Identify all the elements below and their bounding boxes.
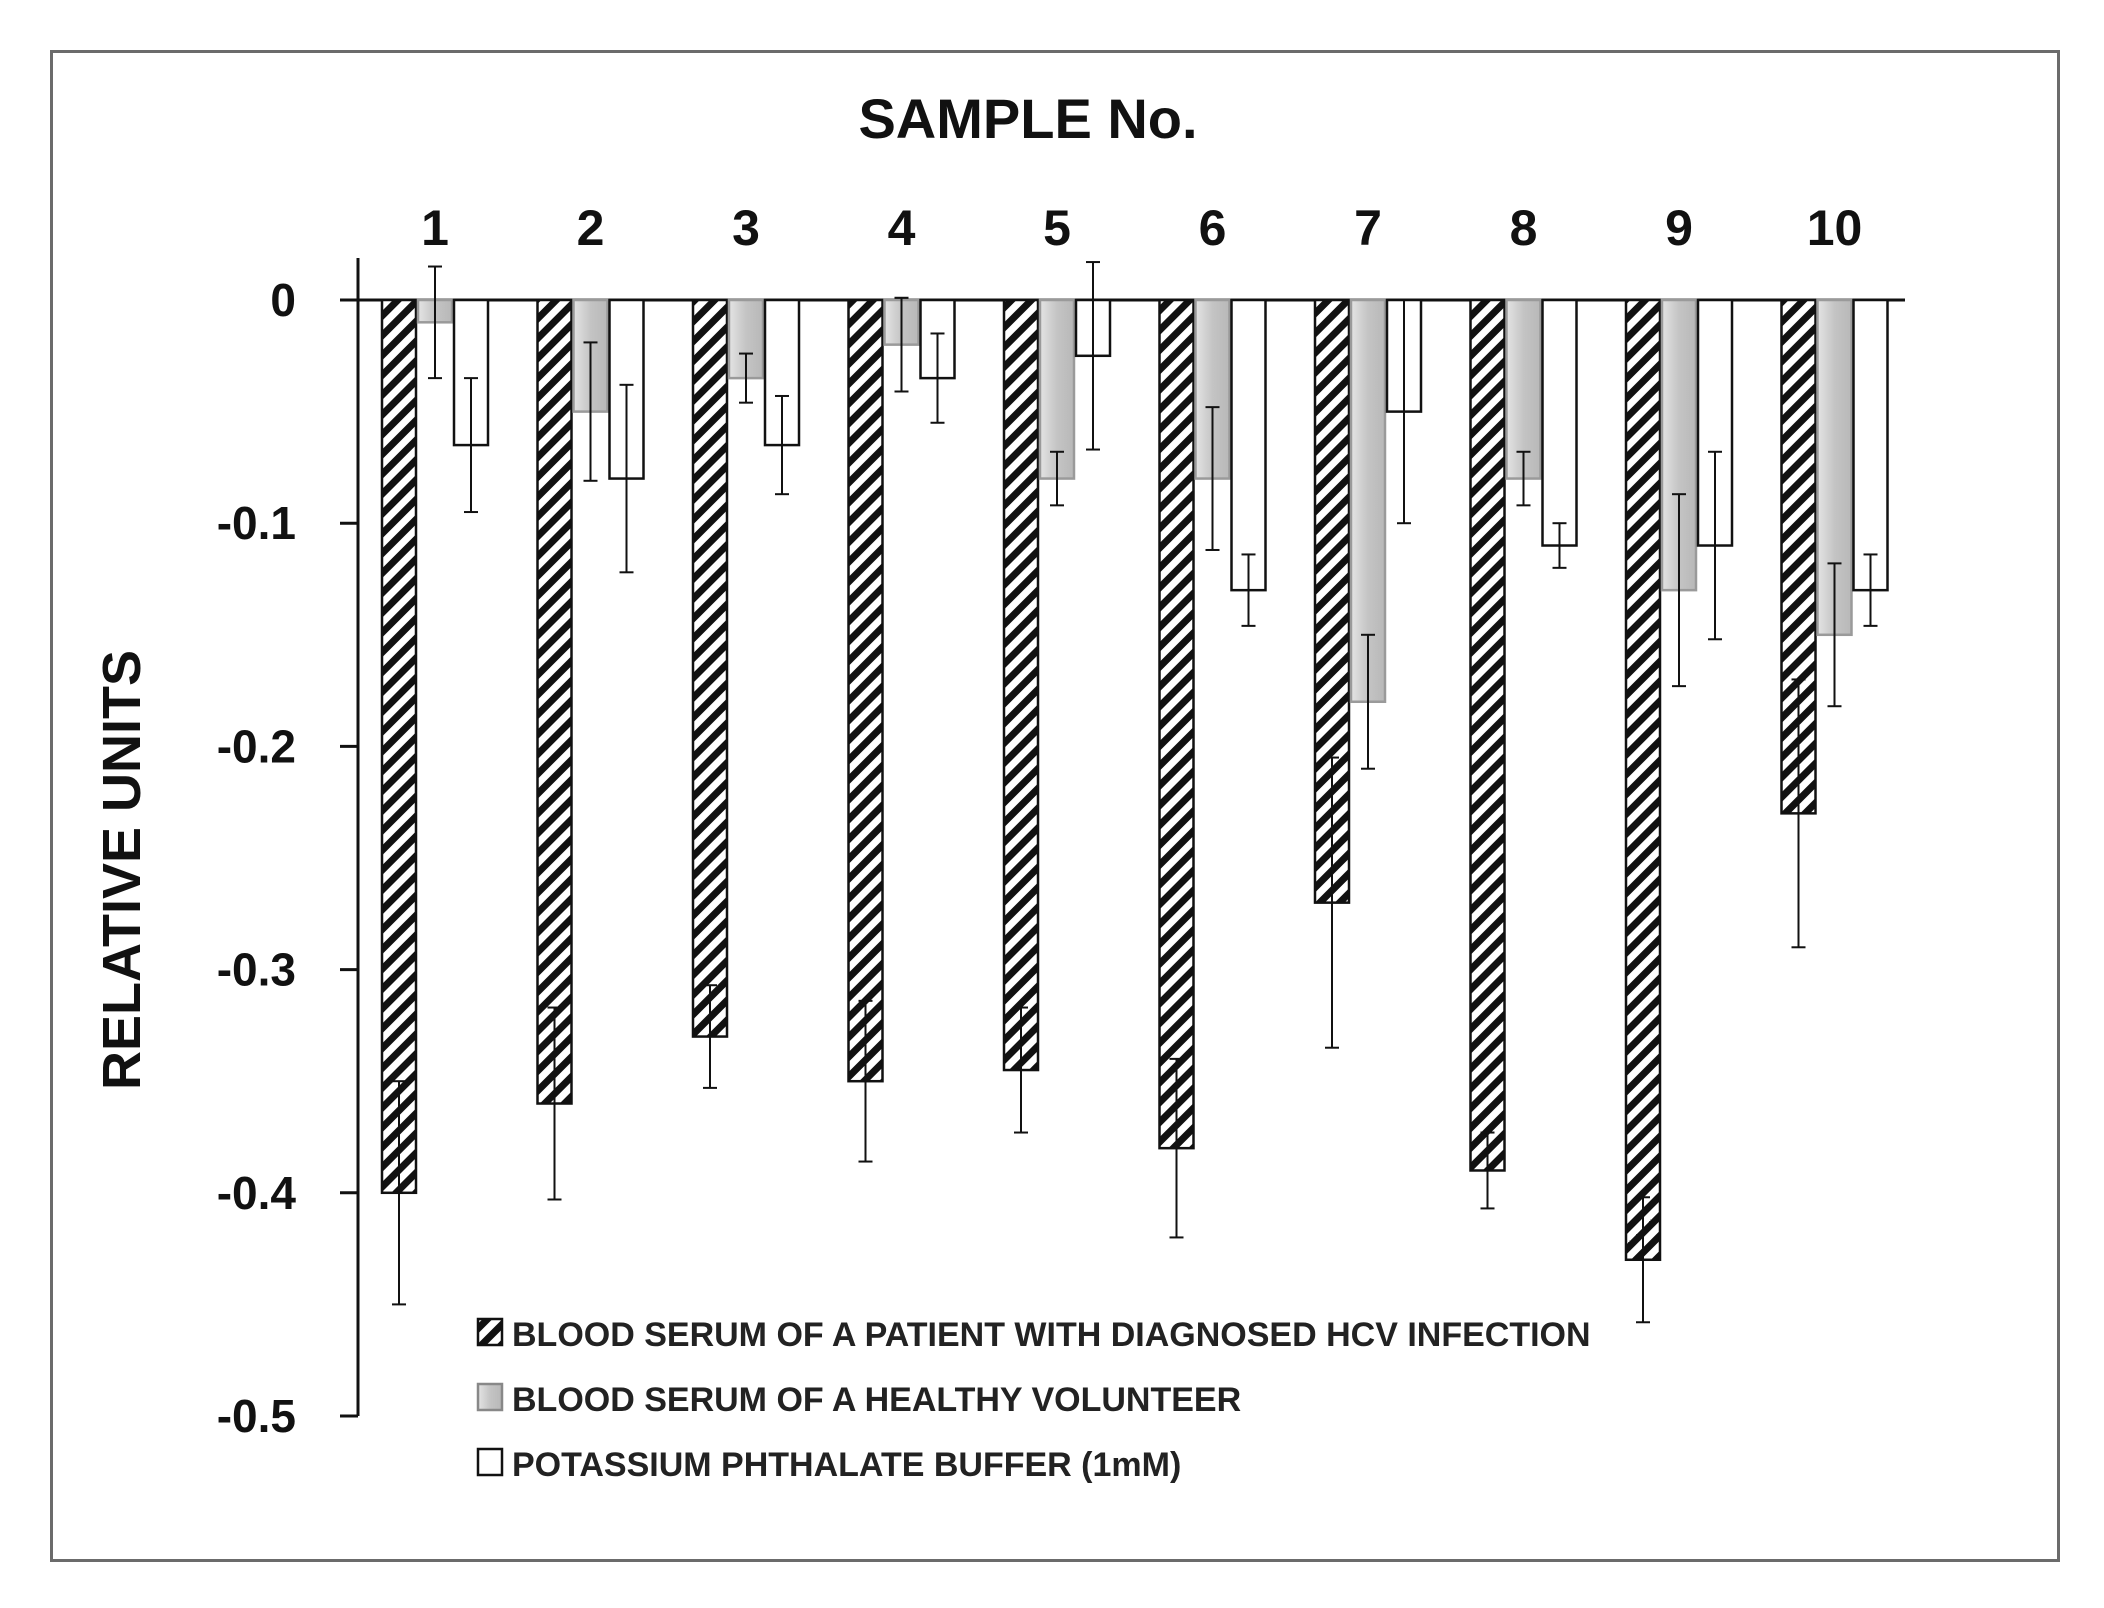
y-tick-label: -0.3	[216, 943, 296, 996]
legend-swatch-3	[478, 1449, 502, 1475]
chart-title: SAMPLE No.	[858, 87, 1198, 150]
category-label: 2	[576, 200, 605, 256]
category-label: 1	[421, 200, 449, 256]
category-label: 6	[1198, 200, 1227, 256]
legend-swatch-2	[478, 1384, 502, 1410]
category-label: 3	[732, 200, 760, 256]
category-label: 7	[1354, 200, 1382, 256]
y-tick-label: -0.4	[216, 1166, 296, 1219]
category-label: 4	[887, 200, 916, 256]
category-label: 8	[1509, 200, 1538, 256]
legend-swatch-1	[478, 1319, 502, 1345]
y-tick-label: -0.1	[216, 497, 296, 550]
bar-series3-sample-10	[1854, 300, 1888, 590]
category-label: 10	[1806, 200, 1863, 256]
bar-series1-sample-9	[1626, 300, 1660, 1260]
y-tick-label: -0.5	[216, 1390, 296, 1442]
bar-series1-sample-3	[693, 300, 727, 1037]
y-tick-label: -0.2	[216, 720, 296, 773]
bar-series1-sample-6	[1160, 300, 1194, 1148]
bar-series1-sample-4	[849, 300, 883, 1081]
bar-series1-sample-1	[382, 300, 416, 1193]
category-label: 9	[1665, 200, 1693, 256]
bar-series1-sample-2	[538, 300, 572, 1104]
y-axis-label: RELATIVE UNITS	[92, 649, 152, 1091]
legend-label-1: BLOOD SERUM OF A PATIENT WITH DIAGNOSED HCV INFECTION	[512, 1316, 1591, 1354]
y-tick-label: 0	[270, 274, 296, 326]
legend-label-2: BLOOD SERUM OF A HEALTHY VOLUNTEER	[512, 1381, 1242, 1419]
bar-series3-sample-6	[1232, 300, 1266, 590]
category-label: 5	[1043, 200, 1071, 256]
bar-series3-sample-8	[1543, 300, 1577, 546]
bar-series1-sample-8	[1471, 300, 1505, 1170]
legend-label-3: POTASSIUM PHTHALATE BUFFER (1mM)	[512, 1446, 1182, 1484]
bar-series1-sample-5	[1004, 300, 1038, 1070]
